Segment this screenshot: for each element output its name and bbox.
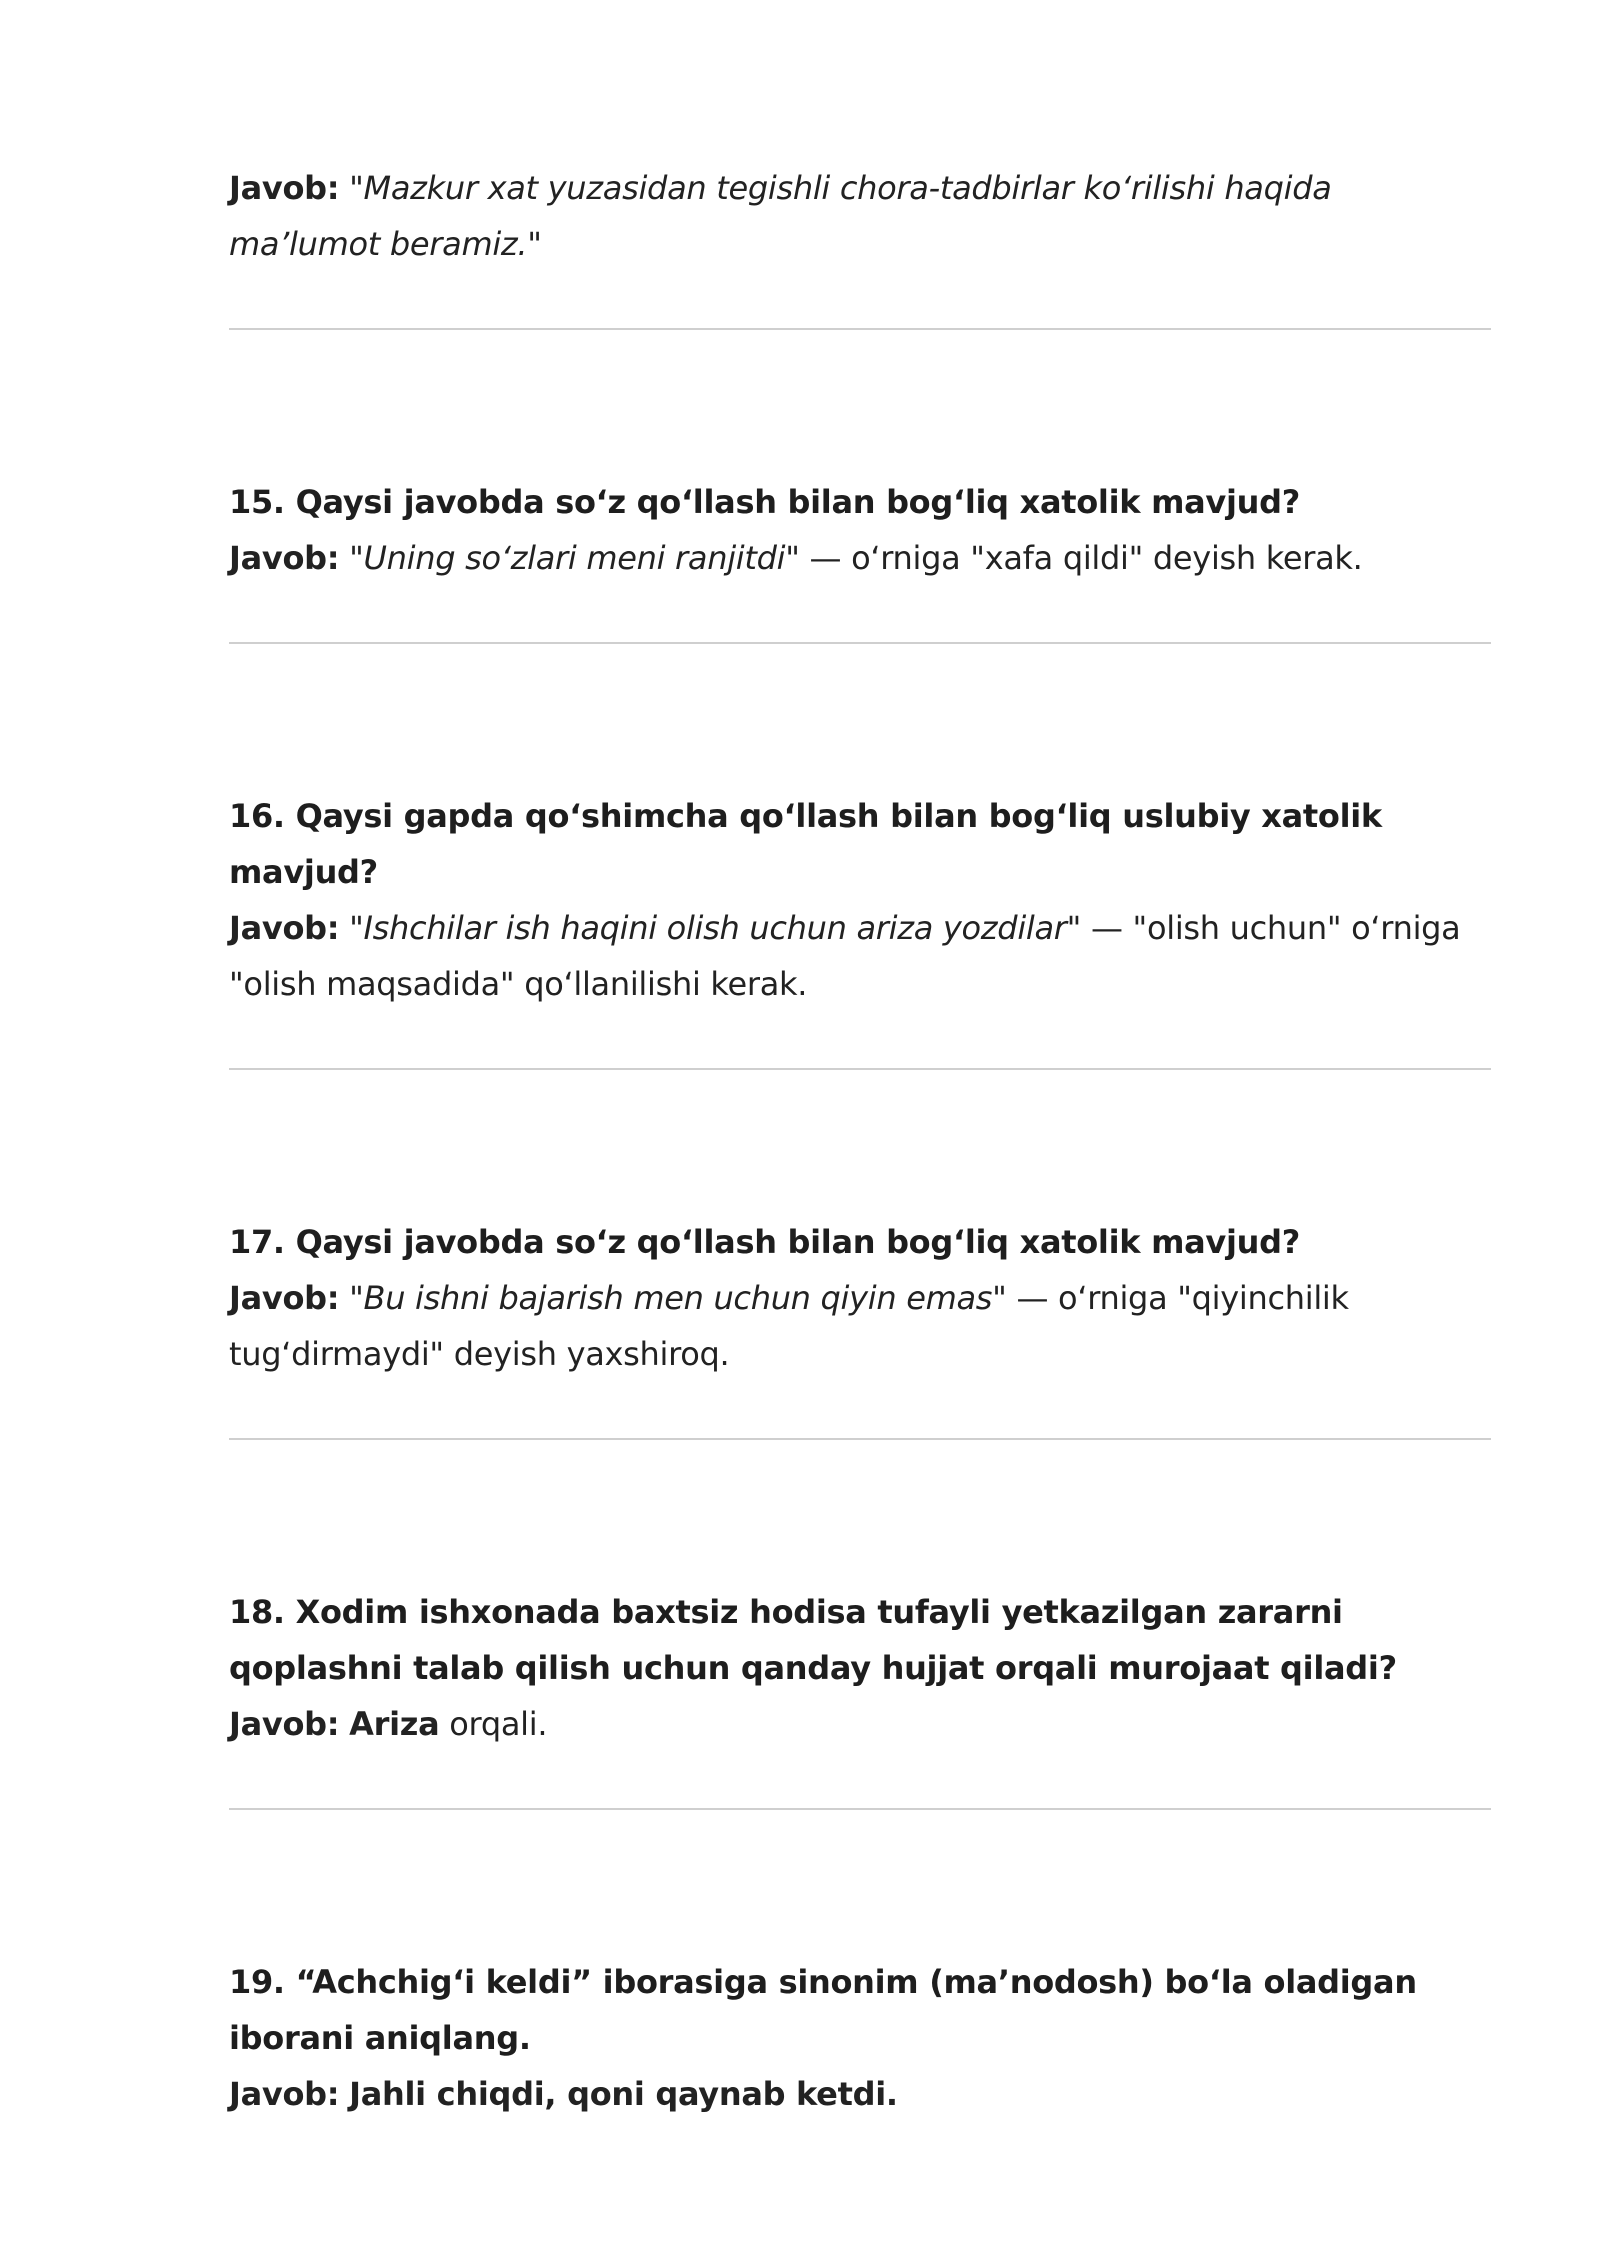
answer-quote: "Uning so‘zlari meni ranjitdi" <box>349 539 800 577</box>
qa-item-18 <box>229 1584 1491 1752</box>
question-text: 18. Xodim ishxonada baxtsiz hodisa tufayli yetkazilgan zararni qoplashni talab qilish uchun qanday hujjat orqali murojaat qiladi? <box>229 1593 1397 1687</box>
answer-quote: "Mazkur xat yuzasidan tegishli chora-tadbirlar ko‘rilishi haqida ma’lumot beramiz." <box>229 169 1332 263</box>
answer <box>229 160 1491 272</box>
answer <box>229 900 1491 1012</box>
answer-explanation: orqali. <box>439 1705 548 1743</box>
qa-item-19 <box>229 1954 1491 2122</box>
qa-list <box>229 160 1491 2122</box>
answer-label: Javob: <box>229 1279 340 1317</box>
answer-explanation: — o‘rniga "qiyinchilik tug‘dirmaydi" deyish yaxshiroq. <box>229 1279 1349 1373</box>
answer-label: Javob: <box>229 1705 340 1743</box>
qa-item-15 <box>229 474 1491 586</box>
answer-label: Javob: <box>229 2075 340 2113</box>
answer <box>229 2066 1491 2122</box>
answer-explanation: — "olish uchun" o‘rniga "olish maqsadida" qo‘llanilishi kerak. <box>229 909 1461 1003</box>
answer-keyword: Jahli chiqdi, qoni qaynab ketdi. <box>349 2075 898 2113</box>
answer-quote: "Ishchilar ish haqini olish uchun ariza yozdilar" <box>349 909 1082 947</box>
answer-explanation: — o‘rniga "xafa qildi" deyish kerak. <box>799 539 1363 577</box>
answer <box>229 1696 1491 1752</box>
answer-label: Javob: <box>229 909 340 947</box>
question-text: 16. Qaysi gapda qo‘shimcha qo‘llash bilan bog‘liq uslubiy xatolik mavjud? <box>229 797 1382 891</box>
qa-item-16 <box>229 788 1491 1012</box>
answer-label: Javob: <box>229 169 340 207</box>
qa-item-14-tail <box>229 160 1491 272</box>
question-text: 17. Qaysi javobda so‘z qo‘llash bilan bog‘liq xatolik mavjud? <box>229 1223 1300 1261</box>
question-text: 19. “Achchig‘i keldi” iborasiga sinonim (ma’nodosh) bo‘la oladigan iborani aniqlang. <box>229 1963 1417 2057</box>
answer <box>229 1270 1491 1382</box>
answer-label: Javob: <box>229 539 340 577</box>
answer <box>229 530 1491 586</box>
qa-item-17 <box>229 1214 1491 1382</box>
answer-keyword: Ariza <box>349 1705 440 1743</box>
question-text: 15. Qaysi javobda so‘z qo‘llash bilan bog‘liq xatolik mavjud? <box>229 483 1300 521</box>
answer-quote: "Bu ishni bajarish men uchun qiyin emas" <box>349 1279 1007 1317</box>
